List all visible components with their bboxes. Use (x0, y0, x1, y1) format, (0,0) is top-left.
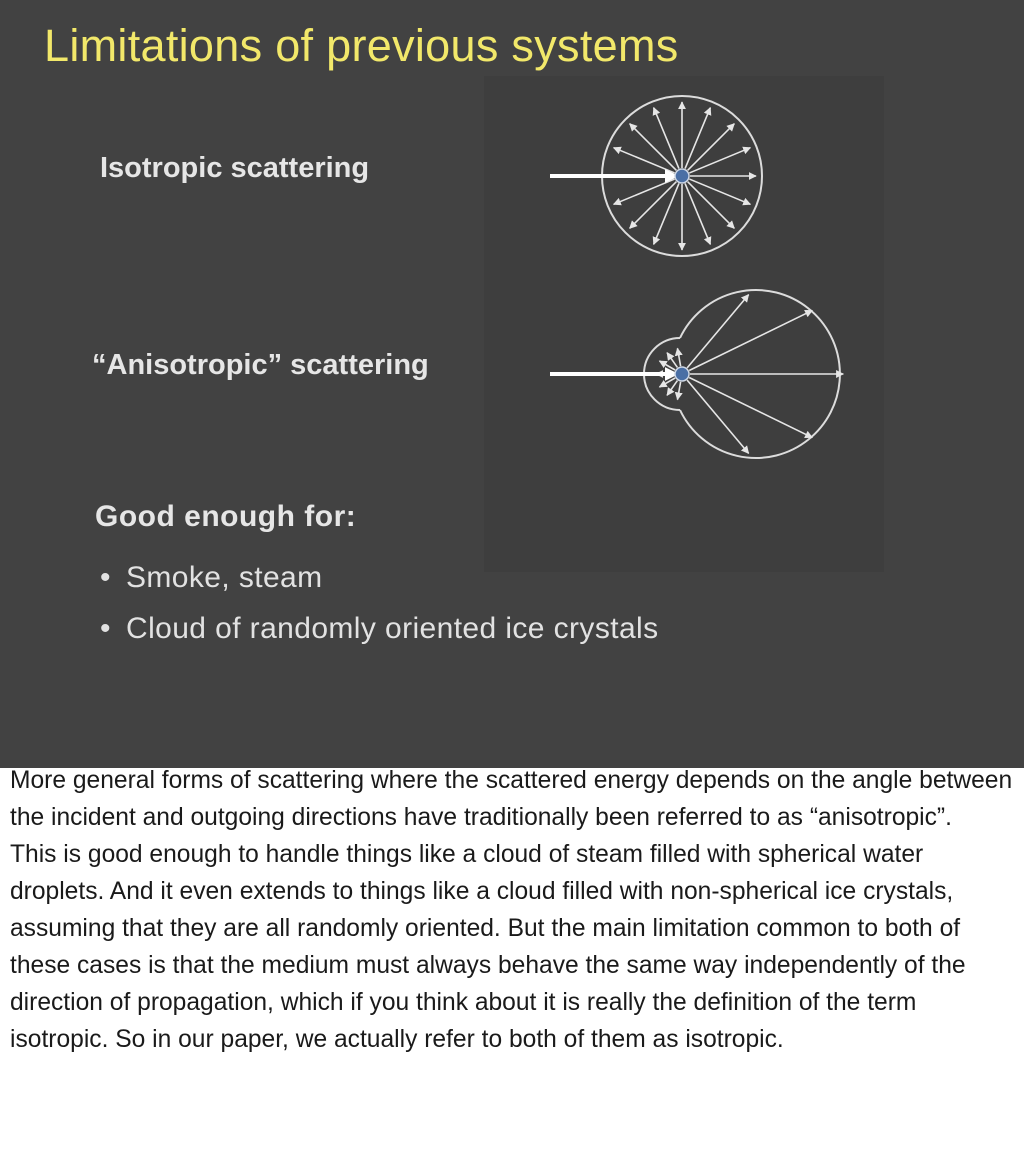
notes-paragraph-1: More general forms of scattering where the scattered energy depends on the angle between the incident and outgoing directions have traditionally been referred to as “anisotropic”. (10, 767, 1013, 831)
bullet-text: Smoke, steam (126, 561, 323, 594)
anisotropic-label: “Anisotropic” scattering (92, 349, 429, 381)
speaker-notes (10, 762, 1020, 1058)
slide-title: Limitations of previous systems (44, 20, 679, 71)
anisotropic-back-ray (677, 348, 680, 366)
bullet-item (100, 603, 659, 654)
bullet-dot-icon: • (100, 612, 111, 645)
bullet-text: Cloud of randomly oriented ice crystals (126, 612, 659, 645)
bullet-item (100, 552, 659, 603)
anisotropic-forward-ray (689, 378, 812, 438)
good-enough-heading: Good enough for: (95, 500, 357, 533)
anisotropic-back-ray (677, 382, 680, 400)
anisotropic-particle (675, 367, 689, 381)
anisotropic-back-ray (667, 381, 677, 396)
notes-paragraph-2: This is good enough to handle things like a cloud of steam ﬁlled with spherical water droplets. And it even extends to things like a cloud ﬁlled with non-spherical ice crystals, assuming that they are all randomly oriented. But the main limitation common to both of these cases is that the medium must always behave the same way independently of the direction of propagation, which if you think about it is really the deﬁnition of the term isotropic. So in our paper, we actually refer to both of them as isotropic. (10, 841, 966, 1053)
isotropic-label: Isotropic scattering (100, 152, 370, 184)
anisotropic-back-ray (659, 378, 675, 387)
bullet-list (100, 552, 659, 654)
isotropic-particle (675, 169, 689, 183)
anisotropic-forward-ray (689, 310, 812, 370)
isotropic-diagram (550, 96, 762, 256)
anisotropic-back-ray (659, 361, 675, 370)
bullet-dot-icon: • (100, 561, 111, 594)
anisotropic-back-ray (667, 353, 677, 368)
anisotropic-diagram (550, 290, 843, 458)
